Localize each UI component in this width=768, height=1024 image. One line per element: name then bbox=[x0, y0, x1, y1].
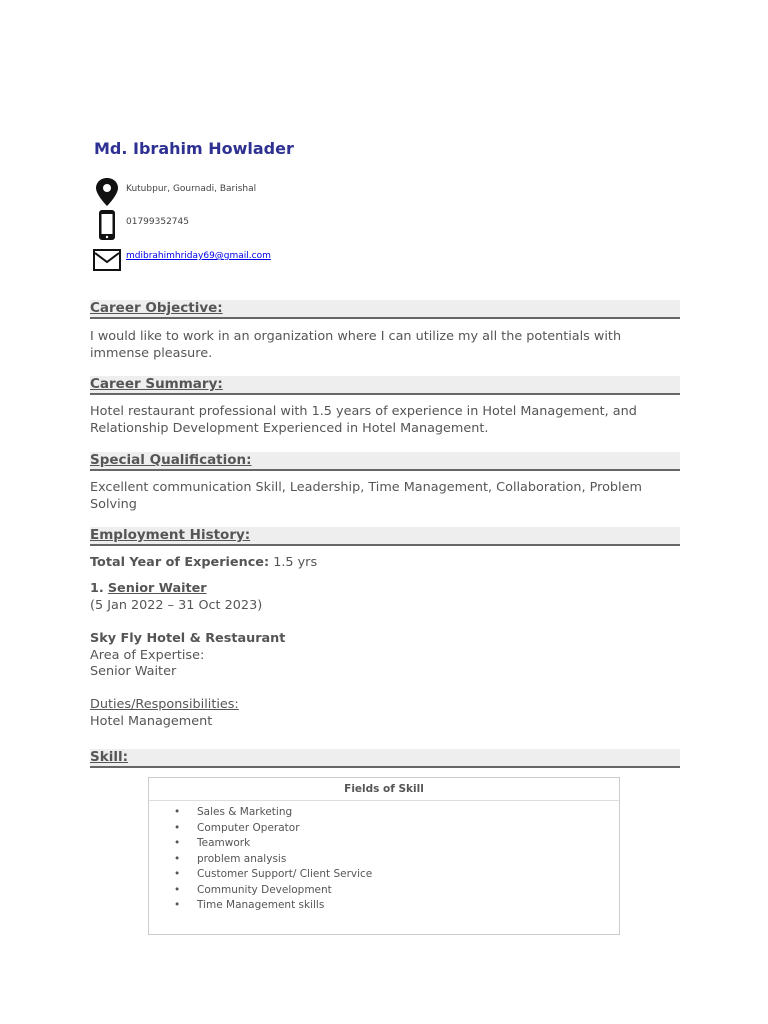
job-title-line bbox=[90, 580, 680, 597]
special-qualification-heading: Special Qualification: bbox=[90, 452, 680, 471]
total-experience-label: Total Year of Experience: bbox=[90, 555, 270, 570]
email-row bbox=[92, 243, 332, 275]
skill-item: • Teamwork bbox=[197, 836, 619, 852]
candidate-name: Md. Ibrahim Howlader bbox=[94, 139, 294, 158]
skill-item: • Community Development bbox=[197, 883, 619, 899]
skills-list bbox=[149, 805, 619, 914]
expertise-label: Area of Expertise: bbox=[90, 648, 205, 663]
address-row bbox=[92, 176, 332, 208]
phone-text: 01799352745 bbox=[126, 217, 189, 227]
envelope-icon bbox=[92, 243, 122, 275]
address-text: Kutubpur, Gournadi, Barishal bbox=[126, 184, 257, 194]
skill-heading: Skill: bbox=[90, 749, 680, 768]
skills-table bbox=[148, 777, 620, 935]
career-summary-text: Hotel restaurant professional with 1.5 years of experience in Hotel Management, and Relationship Development Experienced in Hotel Management. bbox=[90, 404, 637, 436]
email-link[interactable]: mdibrahimhriday69@gmail.com bbox=[126, 251, 271, 261]
location-pin-icon bbox=[92, 176, 122, 208]
skill-item: • Time Management skills bbox=[197, 898, 619, 914]
duties-value: Hotel Management bbox=[90, 714, 213, 729]
company-name: Sky Fly Hotel & Restaurant bbox=[90, 631, 286, 646]
total-experience bbox=[90, 554, 680, 571]
career-objective-text: I would like to work in an organization where I can utilize my all the potentials with immense pleasure. bbox=[90, 329, 622, 361]
special-qualification-text: Excellent communication Skill, Leadership, Time Management, Collaboration, Problem Solving bbox=[90, 480, 642, 512]
career-summary-heading: Career Summary: bbox=[90, 376, 680, 395]
job-title: Senior Waiter bbox=[107, 581, 207, 596]
job-dates: (5 Jan 2022 – 31 Oct 2023) bbox=[90, 598, 263, 613]
career-objective-heading: Career Objective: bbox=[90, 300, 680, 319]
skill-item: • Sales & Marketing bbox=[197, 805, 619, 821]
expertise-value: Senior Waiter bbox=[90, 664, 177, 679]
skill-item: • problem analysis bbox=[197, 852, 619, 868]
skills-table-header: Fields of Skill bbox=[149, 778, 619, 801]
skill-item: • Customer Support/ Client Service bbox=[197, 867, 619, 883]
job-number: 1. bbox=[90, 581, 104, 596]
total-experience-value: 1.5 yrs bbox=[273, 555, 318, 570]
skill-item: • Computer Operator bbox=[197, 821, 619, 837]
employment-history-heading: Employment History: bbox=[90, 527, 680, 546]
phone-row bbox=[92, 209, 332, 241]
duties-label: Duties/Responsibilities: bbox=[90, 697, 239, 712]
mobile-phone-icon bbox=[92, 209, 122, 241]
